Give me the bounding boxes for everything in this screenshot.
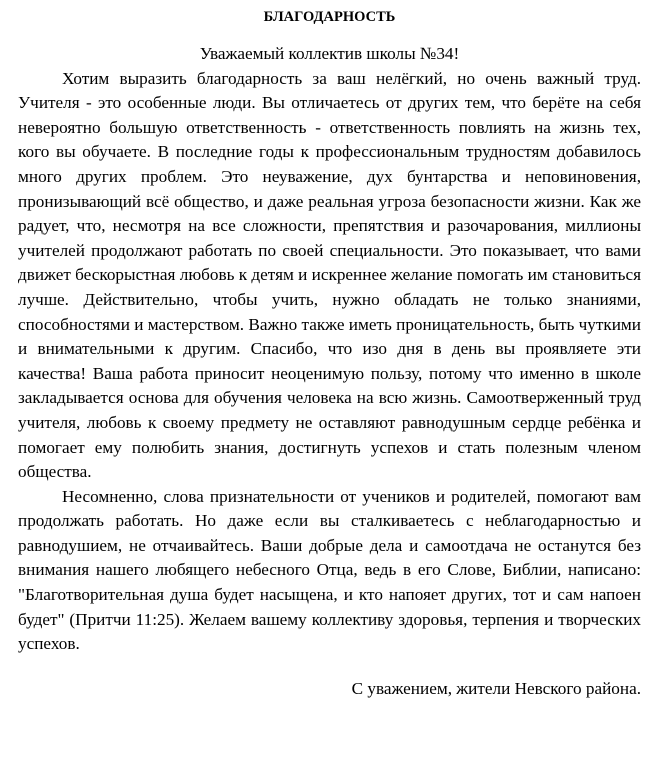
letter-page — [18, 6, 641, 701]
document-title: БЛАГОДАРНОСТЬ — [263, 9, 396, 25]
paragraph-encouragement: Несомненно, слова признательности от учеников и родителей, помогают вам продолжать работать. Но даже если вы сталкиваетесь с неблагодарностью и равнодушием, не отчаивайтесь. Ваши добрые дела и самоотдача не останутся без внимания нашего любящего небесного Отца, ведь в его Слове, Библии, написано: "Благотворительная душа будет насыщена, и кто напояет других, тот и сам напоен будет" (Притчи 11:25). Желаем вашему коллективу здоровья, терпения и творческих успехов. — [18, 486, 641, 654]
signature: С уважением, жители Невского района. — [351, 678, 641, 698]
paragraph-gratitude: Хотим выразить благодарность за ваш нелёгкий, но очень важный труд. Учителя - это особенные люди. Вы отличаетесь от других тем, что берёте на себя невероятно большую ответственность - ответственность повлиять на жизнь тех, кого вы обучаете. В последние годы к профессиональным трудностям добавилось много других проблем. Это неуважение, дух бунтарства и неповиновения, пронизывающий всё общество, и даже реальная угроза безопасности жизни. Как же радует, что, несмотря на все сложности, препятствия и разочарования, миллионы учителей продолжают работать по своей специальности. Это показывает, что вами движет бескорыстная любовь к детям и искреннее желание помогать им становиться лучше. Действительно, чтобы учить, нужно обладать не только знаниями, способностями и мастерством. Важно также иметь проницательность, быть чуткими и внимательными к другим. Спасибо, что изо дня в день вы проявляете эти качества! Ваша работа приносит неоценимую пользу, потому что именно в школе закладывается основа для обучения человека на всю жизнь. Самоотверженный труд учителя, любовь к своему предмету не оставляют равнодушным сердце ребёнка и помогает ему полюбить знания, достигнуть успехов и стать полезным членом общества. — [18, 68, 641, 482]
salutation: Уважаемый коллектив школы №34! — [199, 44, 460, 63]
